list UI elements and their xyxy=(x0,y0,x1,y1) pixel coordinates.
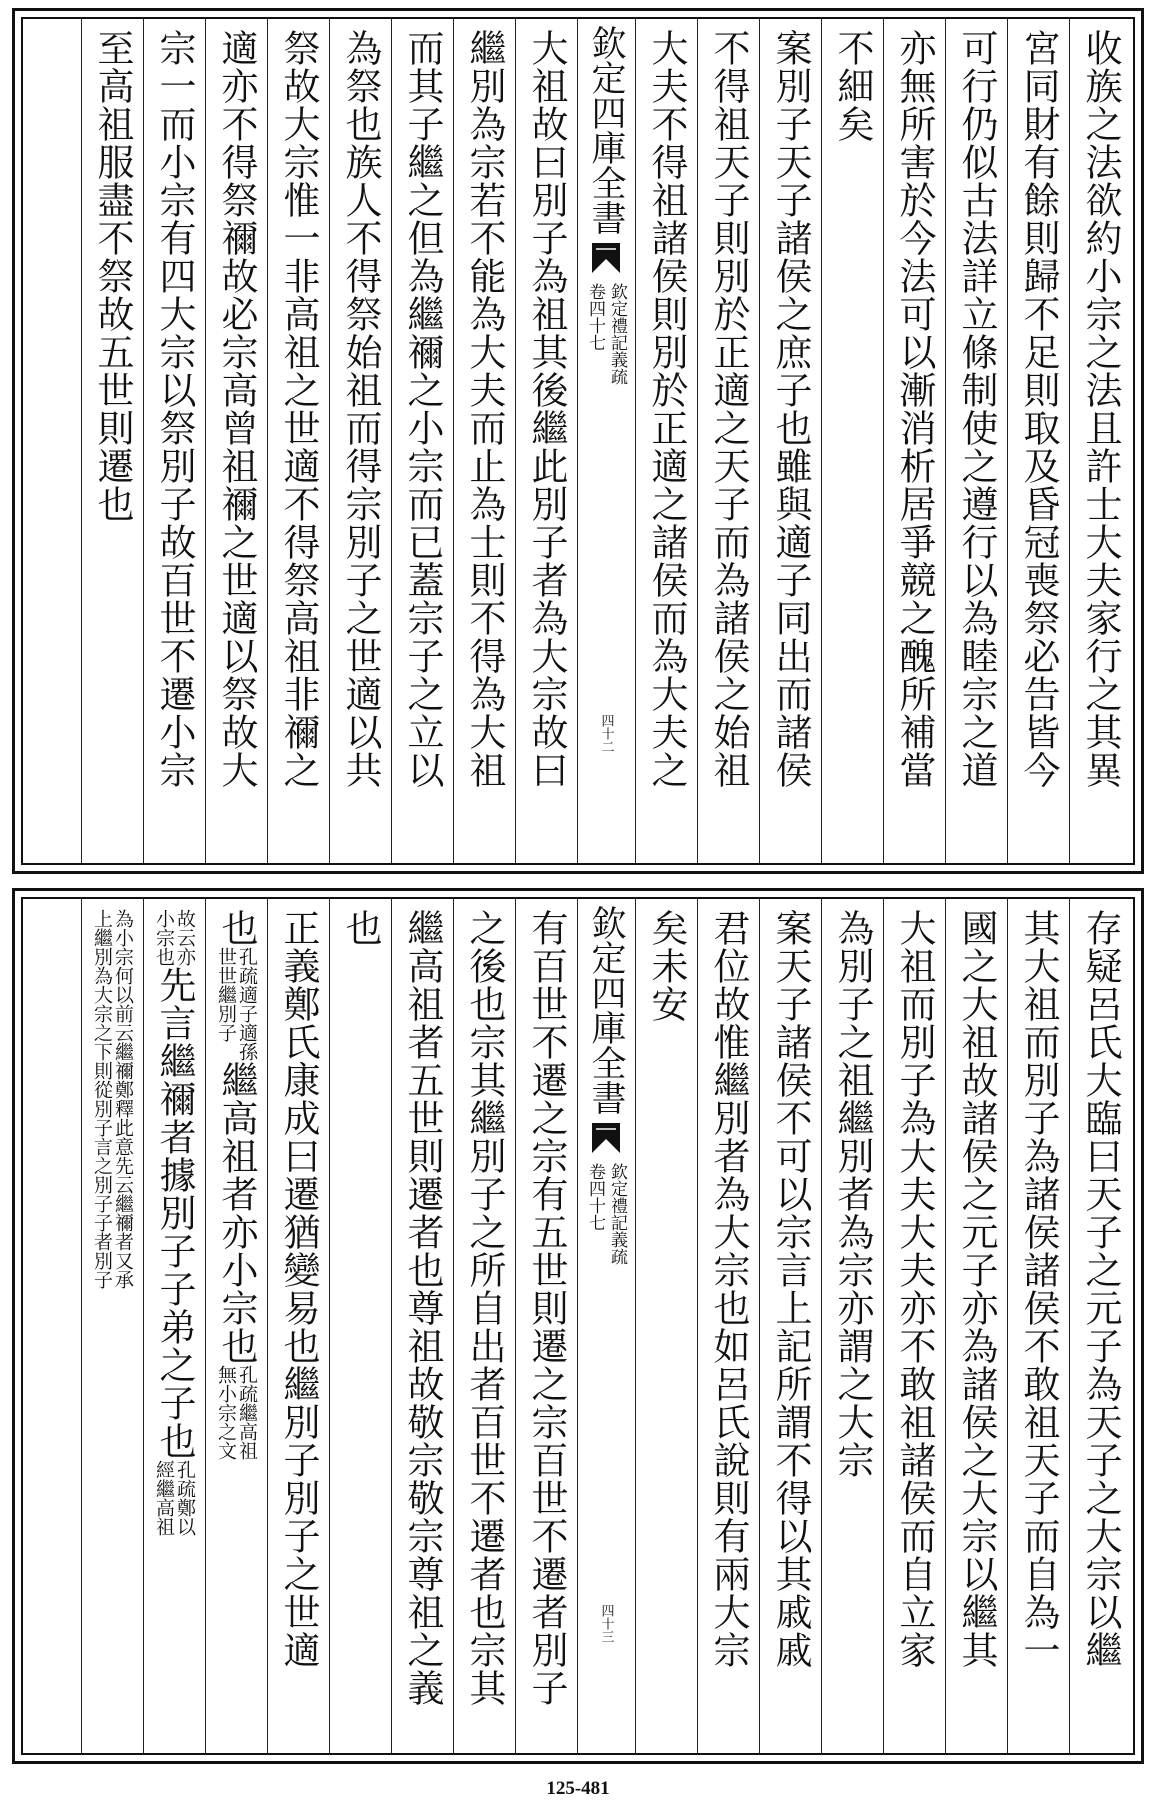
column-rule xyxy=(143,899,144,1753)
column-rule xyxy=(81,899,82,1753)
column-rule xyxy=(205,899,206,1753)
column-text: 亦無所害於今法可以漸消析居爭競之醜所補當 xyxy=(893,29,936,789)
annotation-text: 孔疏繼高祖 xyxy=(236,1365,258,1460)
column-rule xyxy=(205,19,206,863)
column-rule xyxy=(697,19,698,863)
annotation-pair xyxy=(215,947,257,1061)
column-text: 其大祖而別子為諸侯諸侯不敢祖天子而自為一 xyxy=(1017,909,1060,1669)
column-rule xyxy=(391,899,392,1753)
banner-column xyxy=(577,19,635,863)
text-column xyxy=(697,909,759,1743)
column-rule xyxy=(329,899,330,1753)
column-text: 有百世不遷之宗有五世則遷之宗百世不遷者別子 xyxy=(525,909,568,1707)
text-column xyxy=(205,29,267,853)
column-rule xyxy=(883,899,884,1753)
text-column xyxy=(143,29,205,853)
column-rule xyxy=(1007,19,1008,863)
column-text: 大祖而別子為大夫大夫亦不敢祖諸侯而自立家 xyxy=(893,909,936,1669)
column-rule xyxy=(577,19,578,863)
mixed-column xyxy=(150,909,198,1743)
text-column xyxy=(453,909,515,1743)
column-rule xyxy=(515,899,516,1753)
column-text: 案別子天子諸侯之庶子也雖與適子同出而諸侯 xyxy=(769,29,812,789)
column-text: 正義鄭氏康成曰遷猶變易也繼別子別子之世適 xyxy=(277,909,320,1669)
bottom-page-frame xyxy=(21,897,1135,1755)
fishtail-ornament-icon xyxy=(592,243,620,273)
column-text: 宗一而小宗有四大宗以祭別子故百世不遷小宗 xyxy=(153,29,196,789)
banner-column xyxy=(577,899,635,1753)
page-footer-number: 125-481 xyxy=(546,1778,610,1799)
text-column xyxy=(391,29,453,853)
annotation-text: 上繼別為大宗之下則從別子言之別子子者別子 xyxy=(91,909,113,1289)
mixed-column xyxy=(212,909,260,1743)
column-text: 繼別為宗若不能為大夫而止為士則不得為大祖 xyxy=(463,29,506,789)
text-column xyxy=(635,909,697,1743)
banner-subtitle: 欽定禮記義疏 xyxy=(607,283,627,385)
column-text: 不得祖天子則別於正適之天子而為諸侯之始祖 xyxy=(707,29,750,789)
column-rule xyxy=(453,19,454,863)
text-column xyxy=(883,29,945,853)
column-rule xyxy=(945,19,946,863)
column-rule xyxy=(759,899,760,1753)
text-column xyxy=(143,909,205,1743)
column-rule xyxy=(1007,899,1008,1753)
annotation-pair xyxy=(153,1460,195,1536)
column-rule xyxy=(81,19,82,863)
annotation-text: 孔疏適子適孫 xyxy=(236,947,258,1061)
column-text: 至高祖服盡不祭故五世則遷也 xyxy=(91,29,134,523)
column-rule xyxy=(821,899,822,1753)
column-rule xyxy=(453,899,454,1753)
banner-subtitle-group xyxy=(585,1163,627,1265)
column-text: 大祖故曰別子為祖其後繼此別子者為大宗故曰 xyxy=(525,29,568,789)
column-rule xyxy=(267,19,268,863)
text-column xyxy=(1069,29,1131,853)
banner-subtitle: 欽定禮記義疏 xyxy=(607,1163,627,1265)
column-rule xyxy=(391,19,392,863)
column-rule xyxy=(635,899,636,1753)
banner-title: 欽定四庫全書 xyxy=(586,905,626,1115)
column-text: 繼高祖者五世則遷者也尊祖故敬宗敬宗尊祖之義 xyxy=(401,909,444,1707)
text-column xyxy=(759,909,821,1743)
banner-subtitle: 卷四十七 xyxy=(585,1163,605,1231)
column-text: 先言繼禰者據別子子弟之子也 xyxy=(153,966,196,1460)
column-text: 也 xyxy=(215,909,258,947)
column-text: 大夫不得祖諸侯則別於正適之諸侯而為大夫之 xyxy=(645,29,688,789)
text-column xyxy=(697,29,759,853)
bottom-page xyxy=(12,888,1144,1764)
column-text: 君位故惟繼別者為大宗也如呂氏說則有兩大宗 xyxy=(707,909,750,1669)
top-page-frame xyxy=(21,17,1135,865)
annotation-text: 無小宗之文 xyxy=(215,1365,237,1460)
banner-subtitle-group xyxy=(585,283,627,385)
folio-number: 四十二 xyxy=(598,714,614,753)
column-text: 矣未安 xyxy=(645,909,688,1023)
column-text: 宮同財有餘則歸不足則取及昏冠喪祭必告皆今 xyxy=(1017,29,1060,789)
column-text: 為別子之祖繼別者為宗亦謂之大宗 xyxy=(831,909,874,1479)
column-text: 存疑呂氏大臨曰天子之元子為天子之大宗以繼 xyxy=(1079,909,1122,1669)
text-column xyxy=(267,909,329,1743)
text-column xyxy=(453,29,515,853)
column-text: 之後也宗其繼別子之所自出者百世不遷者也宗其 xyxy=(463,909,506,1707)
text-column xyxy=(1007,909,1069,1743)
annotation-pair xyxy=(153,909,195,966)
text-column xyxy=(883,909,945,1743)
column-text: 繼高祖者亦小宗也 xyxy=(215,1061,258,1365)
text-column xyxy=(635,29,697,853)
column-text: 案天子諸侯不可以宗言上記所謂不得以其戚戚 xyxy=(769,909,812,1669)
text-column xyxy=(329,909,391,1743)
column-rule xyxy=(1069,19,1070,863)
column-text: 收族之法欲約小宗之法且許士大夫家行之其異 xyxy=(1079,29,1122,789)
annotation-text: 孔疏鄭以 xyxy=(174,1460,196,1536)
column-rule xyxy=(329,19,330,863)
banner-subtitle: 卷四十七 xyxy=(585,283,605,351)
annotation-text: 故云亦 xyxy=(174,909,196,966)
column-rule xyxy=(1069,899,1070,1753)
text-column xyxy=(1007,29,1069,853)
annotation-pair xyxy=(91,909,133,1289)
column-rule xyxy=(883,19,884,863)
annotation-text: 經繼高祖 xyxy=(153,1460,175,1536)
column-rule xyxy=(267,899,268,1753)
column-text: 國之大祖故諸侯之元子亦為諸侯之大宗以繼其 xyxy=(955,909,998,1669)
text-column xyxy=(329,29,391,853)
text-column xyxy=(81,909,143,1743)
column-rule xyxy=(821,19,822,863)
text-column xyxy=(515,909,577,1743)
annotation-text: 為小宗何以前云繼禰鄭釋此意先云繼禰者又承 xyxy=(112,909,134,1289)
text-column xyxy=(81,29,143,853)
text-column xyxy=(1069,909,1131,1743)
text-column xyxy=(821,29,883,853)
column-rule xyxy=(697,899,698,1753)
column-rule xyxy=(143,19,144,863)
column-text: 也 xyxy=(339,909,382,947)
column-text: 不細矣 xyxy=(831,29,874,143)
folio-number: 四十三 xyxy=(598,1604,614,1643)
text-column xyxy=(821,909,883,1743)
text-column xyxy=(945,29,1007,853)
column-rule xyxy=(515,19,516,863)
text-column xyxy=(759,29,821,853)
column-text: 祭故大宗惟一非高祖之世適不得祭高祖非禰之 xyxy=(277,29,320,789)
annotation-pair xyxy=(215,1365,257,1460)
mixed-column xyxy=(91,909,133,1743)
column-text: 而其子繼之但為繼禰之小宗而已蓋宗子之立以 xyxy=(401,29,444,789)
fishtail-ornament-icon xyxy=(592,1123,620,1153)
column-rule xyxy=(635,19,636,863)
text-column xyxy=(391,909,453,1743)
column-rule xyxy=(759,19,760,863)
column-text: 可行仍似古法詳立條制使之遵行以為睦宗之道 xyxy=(955,29,998,789)
banner-title: 欽定四庫全書 xyxy=(586,25,626,235)
top-page xyxy=(12,8,1144,874)
text-column xyxy=(945,909,1007,1743)
column-text: 適亦不得祭禰故必宗高曾祖禰之世適以祭故大 xyxy=(215,29,258,789)
annotation-text: 世世繼別子 xyxy=(215,947,237,1042)
annotation-text: 小宗也 xyxy=(153,909,175,966)
text-column xyxy=(205,909,267,1743)
column-rule xyxy=(577,899,578,1753)
column-text: 為祭也族人不得祭始祖而得宗別子之世適以共 xyxy=(339,29,382,789)
text-column xyxy=(515,29,577,853)
column-rule xyxy=(945,899,946,1753)
text-column xyxy=(267,29,329,853)
